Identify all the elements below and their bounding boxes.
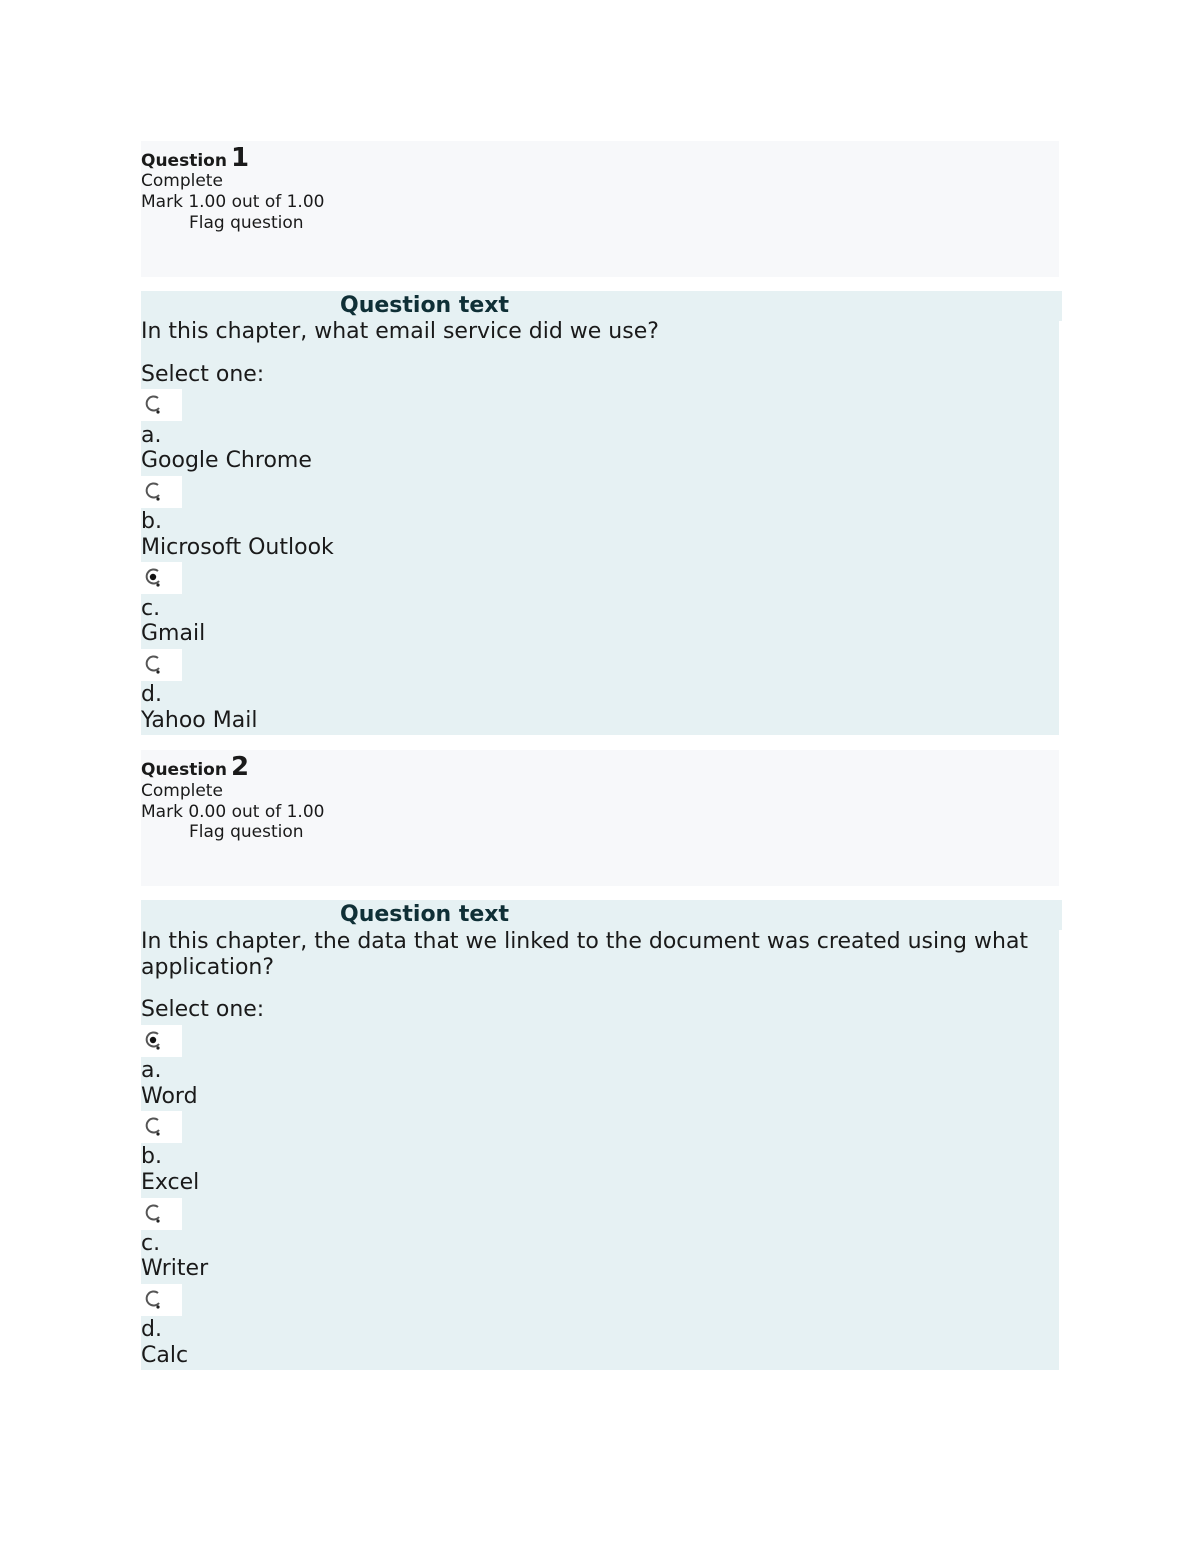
question-mark: Mark 0.00 out of 1.00	[141, 802, 325, 822]
question-mark: Mark 1.00 out of 1.00	[141, 192, 325, 212]
option-d-radio[interactable]	[141, 1284, 182, 1316]
option-a-letter: a.	[141, 423, 162, 448]
option-b-answer: Microsoft Outlook	[141, 535, 334, 560]
question-number: 2	[230, 752, 250, 782]
radio-checked-icon	[144, 567, 164, 589]
question-1-content	[141, 291, 1059, 735]
option-a-radio[interactable]	[141, 389, 182, 421]
radio-unchecked-icon	[144, 394, 164, 416]
select-one-label: Select one:	[141, 362, 265, 387]
option-c-radio[interactable]	[141, 1198, 182, 1230]
option-b-letter: b.	[141, 1144, 162, 1169]
option-a-letter: a.	[141, 1058, 162, 1083]
question-1-info	[141, 141, 1059, 277]
option-d-answer: Calc	[141, 1343, 189, 1368]
option-c-answer: Gmail	[141, 621, 206, 646]
question-2-header	[141, 752, 249, 782]
question-state: Complete	[141, 171, 223, 191]
question-text-line-2: application?	[141, 955, 275, 980]
question-text-heading: Question text	[340, 900, 1062, 930]
flag-question-link[interactable]: Flag question	[189, 822, 304, 842]
question-state: Complete	[141, 781, 223, 801]
option-c-letter: c.	[141, 596, 161, 621]
option-a-radio[interactable]	[141, 1025, 182, 1057]
option-d-letter: d.	[141, 1317, 162, 1342]
option-c-answer: Writer	[141, 1256, 209, 1281]
radio-unchecked-icon	[144, 1289, 164, 1311]
radio-checked-icon	[144, 1030, 164, 1052]
question-text-heading: Question text	[340, 291, 1062, 321]
flag-question-link[interactable]: Flag question	[189, 213, 304, 233]
option-a-answer: Google Chrome	[141, 448, 312, 473]
option-a-answer: Word	[141, 1084, 198, 1109]
radio-unchecked-icon	[144, 481, 164, 503]
question-1-header	[141, 143, 249, 173]
question-text: In this chapter, what email service did we use?	[141, 319, 659, 344]
question-label: Question	[141, 760, 227, 780]
option-c-radio[interactable]	[141, 562, 182, 594]
question-text-line-1: In this chapter, the data that we linked to the document was created using what	[141, 929, 1029, 954]
option-d-letter: d.	[141, 682, 162, 707]
question-2-content	[141, 900, 1059, 1370]
option-c-letter: c.	[141, 1231, 161, 1256]
option-b-radio[interactable]	[141, 1111, 182, 1143]
option-b-radio[interactable]	[141, 476, 182, 508]
radio-unchecked-icon	[144, 1203, 164, 1225]
question-2-info	[141, 750, 1059, 886]
question-label: Question	[141, 151, 227, 171]
option-d-answer: Yahoo Mail	[141, 708, 258, 733]
radio-unchecked-icon	[144, 1116, 164, 1138]
select-one-label: Select one:	[141, 997, 265, 1022]
question-number: 1	[230, 143, 250, 173]
radio-unchecked-icon	[144, 654, 164, 676]
option-b-letter: b.	[141, 509, 162, 534]
option-b-answer: Excel	[141, 1170, 200, 1195]
option-d-radio[interactable]	[141, 649, 182, 681]
